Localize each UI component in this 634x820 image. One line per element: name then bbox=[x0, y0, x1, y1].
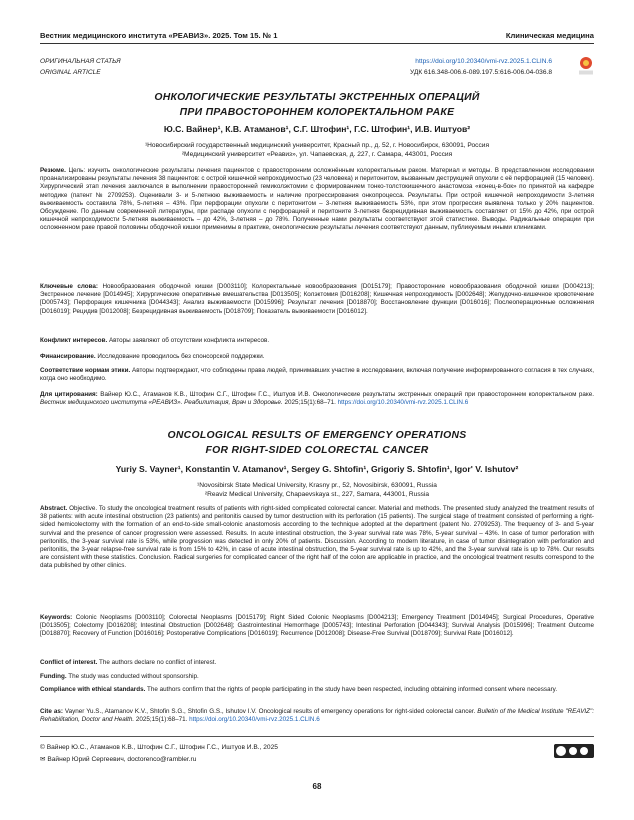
title-ru: ОНКОЛОГИЧЕСКИЕ РЕЗУЛЬТАТЫ ЭКСТРЕННЫХ ОПЕРАЦИЙ ПРИ ПРАВОСТОРОННЕМ КОЛОРЕКТАЛЬНОМ РАКЕ bbox=[154, 92, 480, 118]
corresponding-author: ✉ Вайнер Юрий Сергеевич, doctorenco@rambler.ru bbox=[40, 756, 197, 763]
cc-license-icon[interactable] bbox=[554, 744, 594, 758]
affiliations-ru: ¹Новосибирский государственный медицинский университет, Красный пр., д. 52, г. Новосибирск, 630091, Россия ²Медицинский университет «Реавиз», ул. Чапаевская, д. 227, г. Самара, 443001, Россия bbox=[144, 142, 490, 158]
ethics-ru: Соответствие нормам этики. Авторы подтверждают, что соблюдены права людей, принимавших участие в исследовании, включая получение информированного согласия в тех случаях, когда оно необходимо. bbox=[40, 367, 594, 383]
conflict-ru: Конфликт интересов. Авторы заявляют об отсутствии конфликта интересов. bbox=[40, 337, 270, 344]
authors-en: Yuriy S. Vayner¹, Konstantin V. Atamanov¹, Sergey G. Shtofin¹, Grigoriy S. Shtofin¹, Igor' V. Ishutov² bbox=[115, 464, 519, 474]
journal-name: Вестник медицинского института «РЕАВИЗ». 2025. Том 15. № 1 bbox=[40, 31, 278, 40]
article-meta bbox=[40, 56, 594, 82]
header-divider bbox=[40, 43, 594, 44]
affiliations-en: ¹Novosibirsk State Medical University, Krasny pr., 52, Novosibirsk, 630091, Russia ²Reaviz Medical University, Chapaevskaya st., 227, Samara, 443001, Russia bbox=[197, 482, 437, 498]
check-for-updates-icon[interactable] bbox=[578, 56, 594, 76]
keywords-en: Keywords: Colonic Neoplasms [D003110]; Colorectal Neoplasms [D015179]; Right Sided Colonic Neoplasms [D004213]; Emergency Treatment [D014945]; Surgical Procedures, Operative [D013505]; Colectomy [D016208]; Intestinal Obstruction [D002648]; Gastrointestinal Hemorrhage [D005743]; Intestinal Perforation [D044343]; Survival Analysis [D015996]; Treatment Outcome [D018870]; Recovery of Function [D016016]; Postoperative Complications [D016019]; Recurrence [D012008]; Disease-Free Survival [D018709]; Survival Rate [D016012]. bbox=[40, 614, 594, 638]
footer-divider bbox=[40, 736, 594, 737]
page-number: 68 bbox=[312, 782, 322, 791]
copyright: © Вайнер Ю.С., Атаманов К.В., Штофин С.Г., Штофин Г.С., Иштуов И.В., 2025 bbox=[40, 744, 278, 751]
section-name: Клиническая медицина bbox=[505, 31, 594, 40]
funding-ru: Финансирование. Исследование проводилось без спонсорской поддержки. bbox=[40, 353, 265, 360]
funding-en: Funding. The study was conducted without sponsorship. bbox=[40, 673, 199, 680]
authors-ru: Ю.С. Вайнер¹, К.В. Атаманов¹, С.Г. Штофин¹, Г.С. Штофин¹, И.В. Иштуов² bbox=[163, 124, 471, 134]
category-ru: ОРИГИНАЛЬНАЯ СТАТЬЯ bbox=[40, 58, 121, 65]
conflict-en: Conflict of interest. The authors declare no conflict of interest. bbox=[40, 659, 217, 666]
doi-link[interactable]: https://doi.org/10.20340/vmi-rvz.2025.1.CLIN.6 bbox=[415, 58, 552, 65]
keywords-ru: Ключевые слова: Новообразования ободочной кишки [D003110]; Колоректальные новообразования [D015179]; Правосторонние новообразования ободочной кишки [D004213]; Экстренное лечение [D014945]; Хирургические оперативные вмешательства [D013505]; Колэктомия [D016208]; Кишечная непроходимость [D002648]; Желудочно-кишечное кровотечение [D005743]; Перфорация кишечника [D044343]; Анализ выживаемости [D015996]; Результат лечения [D018870]; Восстановление функции [D016016]; Послеоперационные осложнения [D016019]; Рецидив [D012008]; Безрецидивная выживаемость [D018709]; Показатель выживаемости [D016012]. bbox=[40, 283, 594, 315]
abstract-ru: Резюме. Цель: изучить онкологические результаты лечения пациентов с правосторонним осложнённым колоректальным раком. Материал и методы. В представленном исследовании проанализированы результаты лечения 38 пациентов: с острой кишечной непроходимостью (23 человека) и перитонитом, вызванным деструкцией опухоли с её перфорацией (15 человек). Хирургический этап лечения заключался в выполнении правосторонней гемиколэктомии с формированием тонко-толстокишечного анастомоза «конец-в-бок» по принятой на кафедре методике (патент № 2709253). Оценивали 3- и 5-летнюю выживаемость и наличие прогрессирования онкопроцесса. Результаты. При острой кишечной непроходимости 3-летняя выживаемость составила 78%, 5-летняя – 43%. При перфорации опухоли с перитонитом – 3-летняя выживаемость 53%, при этом прогрессия выявлена только у 20% пациентов. Обсуждение. По данным современной литературы, при распаде опухоли с перфорацией и перитоните 3-летняя безрецидивная выживаемость составляет от 15% до 42%, при острой кишечной непроходимости 5-летняя выживаемость – до 42%, 3-летняя – до 78%. Полученные нами результаты соответствуют этой статистике. Выводы. Радикальные операции при осложненном раке правой половины ободочной кишки применимы в практике, онкологические результаты лечения соответствуют данным, публикуемым иными клиниками. bbox=[40, 167, 594, 232]
category-en: ORIGINAL ARTICLE bbox=[40, 69, 101, 76]
citation-en: Cite as: Vayner Yu.S., Atamanov K.V., Shtofin S.G., Shtofin G.S., Ishutov I.V. Oncological results of emergency operations for right-sided colorectal cancer. Bulletin of the Medical Institute "REAVIZ": Rehabilitation, Doctor and Health. 2025;15(1):68–71. https://doi.org/10.20340/vmi-rvz.2025.1.CLIN.6 bbox=[40, 708, 595, 724]
ethics-en: Compliance with ethical standards. The authors confirm that the rights of people participating in the study have been respected, including obtaining informed consent where necessary. bbox=[40, 686, 558, 693]
udk-code: УДК 616.348-006.6-089.197.5:616-006.04-036.8 bbox=[410, 69, 552, 76]
title-en: ONCOLOGICAL RESULTS OF EMERGENCY OPERATIONS FOR RIGHT-SIDED COLORECTAL CANCER bbox=[167, 430, 467, 456]
citation-doi-link-ru[interactable]: https://doi.org/10.20340/vmi-rvz.2025.1.CLIN.6 bbox=[337, 399, 469, 407]
citation-doi-link-en[interactable]: https://doi.org/10.20340/vmi-rvz.2025.1.CLIN.6 bbox=[189, 716, 320, 724]
citation-ru: Для цитирования: Вайнер Ю.С., Атаманов К.В., Штофин С.Г., Штофин Г.С., Иштуов И.В. Онкологические результаты экстренных операций при правостороннем колоректальном раке. Вестник медицинского института «РЕАВИЗ». Реабилитация, Врач и Здоровье. 2025;15(1):68–71. https://doi.org/10.20340/vmi-rvz.2025.1.CLIN.6 bbox=[40, 391, 594, 407]
abstract-en: Abstract. Objective. To study the oncological treatment results of patients with right-sided complicated colorectal cancer. Material and methods. The presented study analyzed the treatment results of 38 patients: with acute intestinal obstruction (23 patients) and peritonitis caused by tumor destruction with its perforation (15 patients). The surgical stage of treatment consisted of performing a right-sided hemicolectomy with the formation of an end-to-side small-colonic anastomosis according to the technique adopted at the department (patent No. 2709253). The frequency of 3- and 5-year survival and the presence of cancer progression were assessed. Results. In acute intestinal obstruction, the 3-year survival rate was 78%, 5-year survival – 43%. In case of tumor perforation with peritonitis, the 3-year survival rate is 53%, while progression was detected in only 20% of patients. Discussion. According to modern literature, in case of tumor disintegration with perforation and peritonitis, the 3-year relapse-free survival rate is from 15% to 42%, in case of acute intestinal obstruction, the 5-year survival rate is up to 42%, and the 3-year survival rate is up to 78%. Our results are consistent with these statistics. Conclusion. Radical surgeries for complicated cancer of the right half of the colon are applicable in practice, and the oncological treatment results correspond to the data published by other clinics. bbox=[40, 505, 594, 570]
